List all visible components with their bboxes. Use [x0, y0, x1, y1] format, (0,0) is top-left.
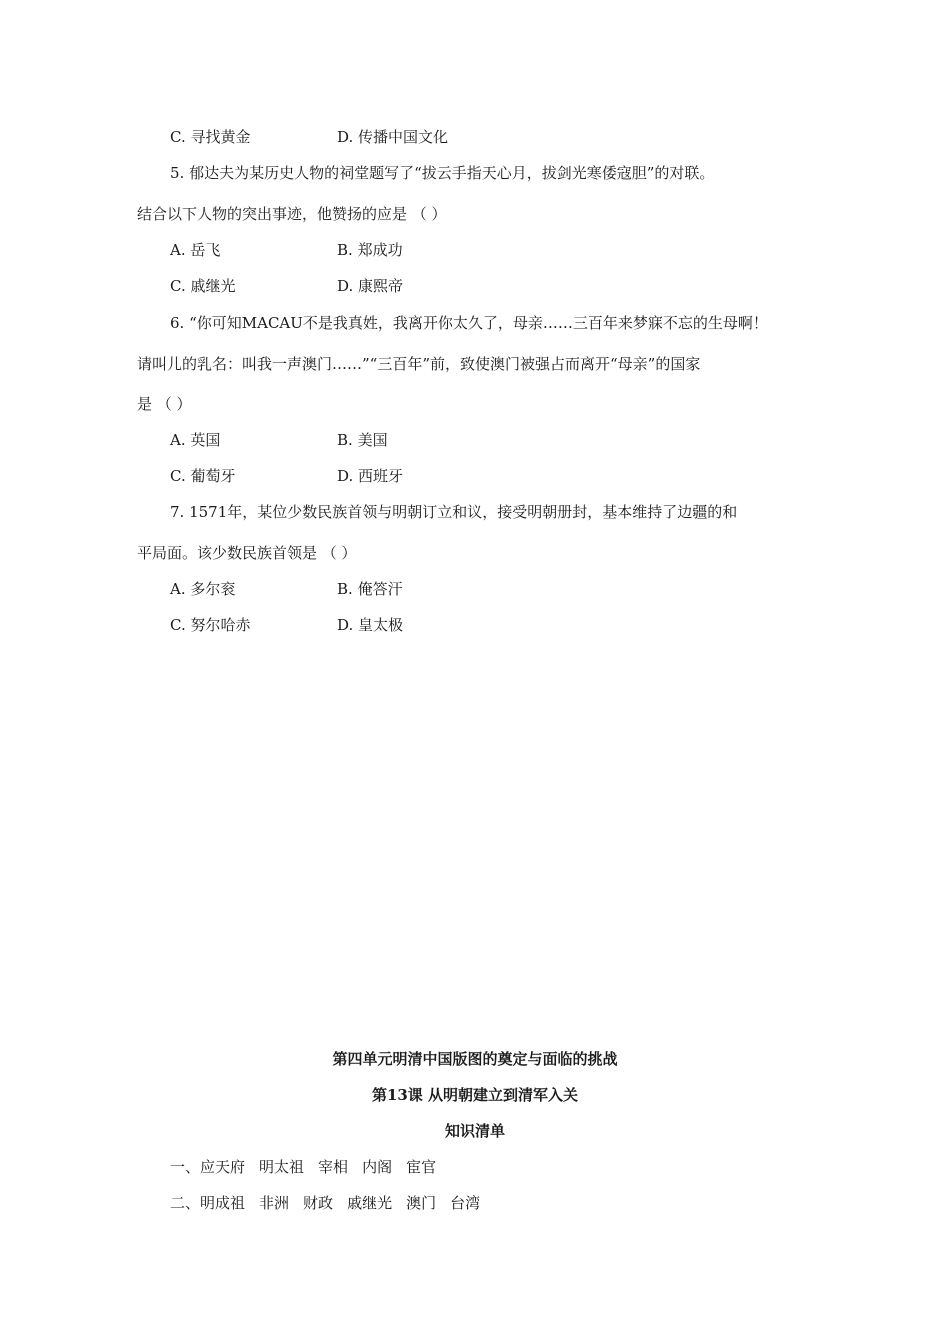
answer-item: 内阁 — [362, 1158, 393, 1176]
q6-stem-line1: 6. “你可知MACAU不是我真姓，我离开你太久了，母亲……三百年来梦寐不忘的生母啊！ — [170, 314, 768, 332]
q6-option-a: A. 英国 — [170, 431, 221, 449]
answer-item: 明成祖 — [200, 1194, 246, 1212]
q5-stem-line2: 结合以下人物的突出事迹，他赞扬的应是 （ ） — [137, 205, 447, 223]
answer-number: 二、 — [170, 1194, 201, 1212]
q6-option-c: C. 葡萄牙 — [170, 467, 236, 485]
answer-item: 财政 — [303, 1194, 334, 1212]
q5-option-b: B. 郑成功 — [337, 241, 403, 259]
q5-option-c: C. 戚继光 — [170, 277, 236, 295]
q4-option-d: D. 传播中国文化 — [337, 128, 449, 146]
answer-item: 应天府 — [200, 1158, 246, 1176]
q6-stem-line3: 是 （ ） — [137, 395, 192, 413]
q5-stem-line1: 5. 郁达夫为某历史人物的祠堂题写了“拔云手指天心月，拔剑光寒倭寇胆”的对联。 — [170, 164, 715, 182]
q5-option-a: A. 岳飞 — [170, 241, 221, 259]
q7-stem-line1: 7. 1571年，某位少数民族首领与明朝订立和议，接受明朝册封，基本维持了边疆的和 — [170, 503, 738, 521]
unit-title: 第四单元明清中国版图的奠定与面临的挑战 — [332, 1050, 618, 1068]
q4-option-c: C. 寻找黄金 — [170, 128, 251, 146]
q7-option-d: D. 皇太极 — [337, 616, 404, 634]
answer-number: 一、 — [170, 1158, 201, 1176]
answer-item: 宦官 — [406, 1158, 437, 1176]
answer-item: 非洲 — [259, 1194, 290, 1212]
q6-stem-line2: 请叫儿的乳名：叫我一声澳门……”“三百年”前，致使澳门被强占而离开“母亲”的国家 — [137, 355, 701, 373]
answer-line-2 — [170, 1193, 494, 1213]
answer-item: 澳门 — [406, 1194, 437, 1212]
answer-line-1 — [170, 1157, 450, 1177]
q5-option-d: D. 康熙帝 — [337, 277, 404, 295]
q6-option-d: D. 西班牙 — [337, 467, 404, 485]
answer-item: 宰相 — [318, 1158, 349, 1176]
q7-option-a: A. 多尔衮 — [170, 580, 236, 598]
answer-item: 台湾 — [450, 1194, 481, 1212]
answer-item: 戚继光 — [347, 1194, 393, 1212]
q7-option-c: C. 努尔哈赤 — [170, 616, 251, 634]
answer-item: 明太祖 — [259, 1158, 305, 1176]
q7-stem-line2: 平局面。该少数民族首领是 （ ） — [137, 544, 357, 562]
section-title: 知识清单 — [444, 1122, 505, 1140]
q6-option-b: B. 美国 — [337, 431, 388, 449]
q7-option-b: B. 俺答汗 — [337, 580, 403, 598]
lesson-title: 第13课 从明朝建立到清军入关 — [371, 1086, 579, 1104]
